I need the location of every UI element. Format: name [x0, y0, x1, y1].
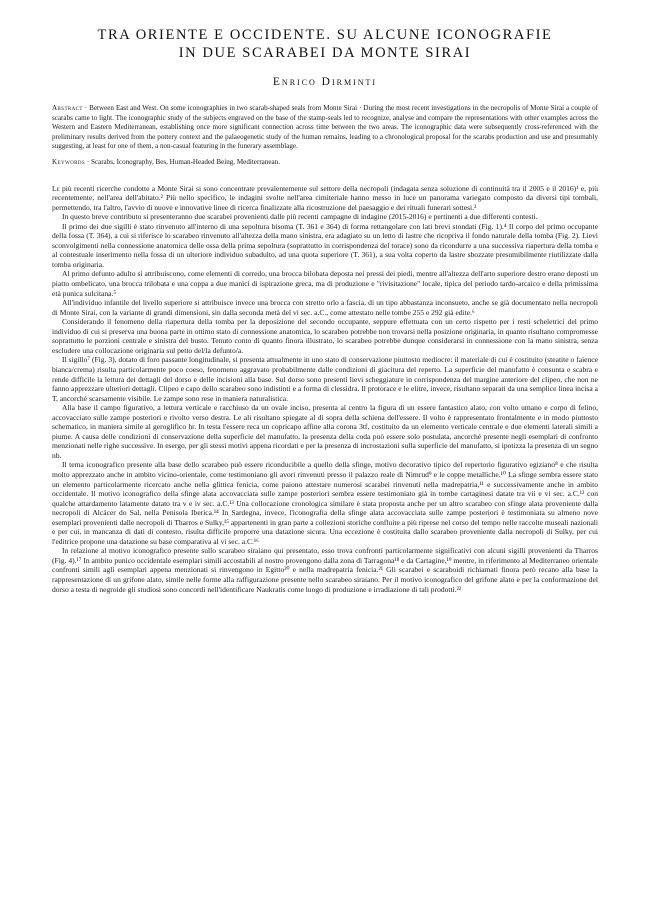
title-line-2: IN DUE SCARABEI DA MONTE SIRAI	[178, 45, 472, 61]
keywords	[52, 158, 598, 168]
paragraph: Il primo dei due sigilli è stato rinvenuto all'interno di una sepoltura bisoma (T. 361 e 364) di forma rettangolare con lati brevi stondati (Fig. 1).⁴ Il corpo del primo occupante della fossa (T. 364), a cui si riferisce lo scarabeo rinvenuto all'altezza della mano sinistra, era adagiato su un letto di lastre che ricopriva il fondo naturale della tomba (Fig. 2). Lievi sconvolgimenti nella connessione anatomica delle ossa della prima sepoltura (soprattutto in corrispondenza del torace) sono da ricondurre a una successiva riapertura della tomba e al contestuale inserimento nella fossa di un ulteriore individuo subadulto, ad una quota superiore (T. 361), a sua volta coperto da lastre sbozzate presumibilmente riutilizzate dalla tomba originaria.	[52, 221, 598, 269]
abstract-text: · Between East and West. On some iconographies in two scarab-shaped seals from Monte Sirai · During the most recent investigations in the necropolis of Monte Sirai a couple of scarabs came to light. The iconographic study of the subjects engraved on the base of the stamp-seals led to recognize, analyse and compare the representations with other examples across the Western and Eastern Mediterranean, establishing once more significant connection across time between the two areas. The iconographic data were subsequently cross-referenced with the preliminary results derived from the pottery context and the palaeogenetic study of the human remains, leading to a chronological proposal for the scarabs production and use and presumably suggesting, at least for one of them, a non-casual featuring in the funerary assemblage.	[52, 104, 598, 151]
paragraph: Al primo defunto adulto si attribuiscono, come elementi di corredo, una brocca bilobata deposta nei pressi dei piedi, mentre all'altezza dell'arto superiore destro erano deposti un piatto ombelicato, una brocca trilobata e una coppa a due manici di ispirazione greca, ma di produzione e "rivisitazione" locale, tipica del periodo tardo-arcaico e della primissima età punica sulcitana.⁵	[52, 269, 598, 298]
article-body	[52, 184, 598, 595]
paragraph: Il tema iconografico presente alla base dello scarabeo può essere riconducibile a quello della sfinge, motivo decorativo tipico del repertorio figurativo egiziano⁸ e che risulta molto apprezzato anche in ambito vicino-orientale, come testimoniano gli avori rinvenuti presso il palazzo reale di Nimrud⁹ e le coppe metalliche.¹⁰ La sfinge sembra essere stato un elemento particolarmente ricercato anche nella glittica fenicia, come paiono attestare numerosi scarabei rinvenuti nella madrepatria,¹¹ e successivamente anche in ambito occidentale. Il motivo iconografico della sfinge alata accovacciata sulle zampe posteriori sembra essere testimoniato già in tombe cartaginesi datate tra vii e vi sec. a.C.¹² con qualche attardamento latamente datato tra v e iv sec. a.C.¹³ Una collocazione cronologica similare è stata proposta anche per un altro scarabeo con sfinge alata proveniente dalla necropoli di Alcácer do Sal, nella Penisola Iberica.¹⁴ In Sardegna, invece, l'iconografia della sfinge alata accovacciata sulle zampe posteriori è testimoniata su almeno nove esemplari provenienti dalle necropoli di Tharros e Sulky,¹⁵ appartenenti in gran parte a collezioni storiche confluite a più riprese nel corso del tempo nelle raccolte museali nazionali e per cui, in mancanza di dati di contesto, risulta difficile proporre una datazione sicura. Una eccezione è costituita dallo scarabeo proveniente dalla necropoli di Sulky, per cui l'editrice propone una datazione su base comparativa al vi sec. a.C.¹⁶	[52, 460, 598, 546]
paragraph: Alla base il campo figurativo, a lettura verticale e racchiuso da un ovale inciso, presenta al centro la figura di un essere fantastico alato, con volto umano e corpo di felino, accovacciato sulle zampe posteriori e rivolto verso destra. Le ali risultano spiegate al di sopra della schiena dell'essere. Il volto è rappresentato frontalmente e in modo piuttosto schematico, in maniera simile al geroglifico ḥr. In testa l'essere reca un copricapo affine alla corona 3tf, costituito da un elemento verticale centrale e due elementi laterali simili a piume. A causa delle condizioni di conservazione della superficie del manufatto, la presenza della coda può essere solo postulata, ancorché presente negli esemplari di confronto menzionati nelle righe successive. In esergo, per gli stessi motivi appena ricordati e per la presenza di incrostazioni sulla superficie del manufatto, si ipotizza la presenza di un segno nb.	[52, 403, 598, 460]
paragraph: Considerando il fenomeno della riapertura della tomba per la deposizione del secondo occupante, seppure effettuata con un certo rispetto per i resti scheletrici del primo individuo di cui si preserva una buona parte in ottimo stato di connessione anatomica, lo scarabeo potrebbe non trovarsi nella posizione originaria, in quanto risultano compromesse soprattutto le porzioni centrale e sinistra del busto. Tenuto conto di quanto finora illustrato, lo scarabeo potrebbe dunque considerarsi in connessione con la mano sinistra, senza escludere una collocazione originaria sul petto del/la defunto/a.	[52, 317, 598, 355]
abstract-label: Abstract	[52, 104, 83, 112]
paragraph: Il sigillo⁷ (Fig. 3), dotato di foro passante longitudinale, si presenta attualmente in uno stato di conservazione piuttosto mediocre: il materiale di cui è costituito (steatite o faience bianca/crema) risulta particolarmente poco coeso, fenomeno aggravato probabilmente dalle condizioni di giacitura del reperto. La superficie del manufatto è consunta e scabra e rende difficile la lettura dei dettagli del dorso e delle incisioni alla base. Sul dorso sono presenti lievi scheggiature in corrispondenza del margine anteriore del clipeo, che non ne fanno apprezzare ulteriori dettagli. Clipeo e capo dello scarabeo sono indistinti e a forma di clessidra. Il protorace e le elitre, invece, risultano separati da una semplice linea incisa a T, ancorché scarsamente visibile. Le zampe sono rese in maniera naturalistica.	[52, 355, 598, 403]
paragraph-lead: Le	[52, 183, 60, 193]
paragraph: In relazione al motivo iconografico presente sullo scarabeo siraiano qui presentato, esso trova confronti particolarmente significativi con alcuni sigilli provenienti da Tharros (Fig. 4).¹⁷ In ambito punico occidentale esemplari simili accostabili al nostro provengono dalla zona di Tarragona¹⁸ e da Cartagine,¹⁹ mentre, in riferimento al Mediterraneo orientale confronti simili agli esemplari appena menzionati si rinvengono in Egitto²⁰ e nella madrepatria fenicia.²¹ Gli scarabei e scaraboidi richiamati finora però recano alla base la rappresentazione di un grifone alato, simile nelle forme alla raffigurazione presente nello scarabeo siraiano. Per il motivo iconografico del grifone alato e per la conformazione del dorso a testa di negroide gli studiosi sono concordi nell'identificare Naukratis come luogo di produzione e irradiazione di tali prodotti.²²	[52, 546, 598, 594]
abstract	[52, 104, 598, 152]
paragraph: In questo breve contributo si presenteranno due scarabei provenienti dalle più recenti campagne di indagine (2015-2016) e pertinenti a due differenti contesti.	[62, 212, 538, 222]
title-line-1: TRA ORIENTE E OCCIDENTE. SU ALCUNE ICONOGRAFIE	[97, 27, 553, 43]
keywords-text: · Scarabs, Iconography, Bes, Human-Headed Being, Mediterranean.	[85, 157, 280, 166]
paragraph-text: più recenti ricerche condotte a Monte Sirai si sono concentrate prevalentemente sul settore della necropoli (indagata senza soluzione di continuità tra il 2005 e il 2016)¹ e, più recentemente, nell'area dell'abitato.² Più nello specifico, le indagini svolte nell'area cimiteriale hanno messo in luce un panorama variegato composto da diversi tipi tombali, permettendo, tra l'altro, l'avvio di nuove e innovative linee di ricerca finalizzate alla ricostruzione del paesaggio e dei rituali funerari sottesi.³	[52, 183, 598, 212]
paragraph	[52, 184, 598, 213]
article-title	[52, 26, 598, 62]
keywords-label: Keywords	[52, 157, 86, 166]
paragraph: All'individuo infantile del livello superiore si attribuisce invece una brocca con stretto orlo a fascia, di un tipo abbastanza inconsueto, anche se già documentato nella necropoli di Monte Sirai, con la variante di grandi dimensioni, sin dalla seconda metà del vi sec. a.C., come attestato nelle tombe 255 e 292 già edite.⁶	[52, 298, 598, 317]
author-name: Enrico Dirminti	[272, 76, 378, 88]
